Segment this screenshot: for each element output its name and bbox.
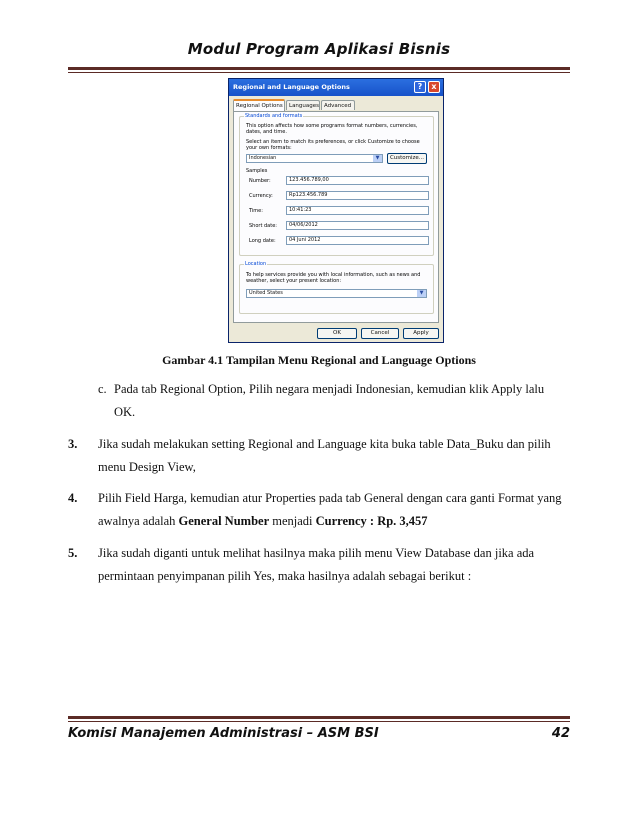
standards-legend: Standards and formats (245, 113, 303, 119)
close-icon[interactable]: x (428, 81, 440, 93)
step-4-number: 4. (68, 491, 78, 505)
dialog-title-bar (229, 79, 443, 96)
standards-desc-2: dates, and time. (246, 129, 287, 135)
location-desc-2: weather, select your present location: (246, 278, 342, 284)
sample-value-currency: Rp123.456.789 (286, 191, 429, 200)
header-rule (68, 67, 570, 70)
sample-label-number: Number: (249, 178, 271, 184)
header-rule-thin (68, 72, 570, 73)
location-legend: Location (245, 261, 267, 267)
help-icon[interactable]: ? (414, 81, 426, 93)
tab-panel (233, 111, 439, 323)
figure-caption: Gambar 4.1 Tampilan Menu Regional and Language Options (162, 353, 476, 367)
step-3-line-2: menu Design View, (98, 460, 196, 474)
footer-text: Komisi Manajemen Administrasi – ASM BSI (68, 726, 379, 741)
sample-value-time: 10:41:23 (286, 206, 429, 215)
sample-value-number: 123.456.789,00 (286, 176, 429, 185)
samples-label: Samples (246, 168, 268, 174)
sample-value-long-date: 04 Juni 2012 (286, 236, 429, 245)
location-desc-1: To help services provide you with local information, such as news and (246, 272, 421, 278)
step-4-text-pre: awalnya adalah (98, 514, 179, 528)
page-number: 42 (551, 726, 570, 741)
cancel-button[interactable]: Cancel (361, 328, 399, 339)
location-group (239, 261, 434, 314)
chevron-down-icon[interactable]: ▼ (373, 155, 382, 162)
step-4-text-mid: menjadi (269, 514, 316, 528)
footer-rule (68, 716, 570, 719)
standards-desc-1: This option affects how some programs format numbers, currencies, (246, 123, 418, 129)
select-desc-1: Select an item to match its preferences, or click Customize to choose (246, 139, 420, 145)
step-5-line-2: permintaan penyimpanan pilih Yes, maka hasilnya adalah sebagai berikut : (98, 569, 472, 583)
tab-advanced[interactable]: Advanced (321, 100, 355, 110)
standards-group (239, 113, 434, 256)
sample-value-short-date: 04/06/2012 (286, 221, 429, 230)
chevron-down-icon[interactable]: ▼ (417, 290, 426, 297)
step-5-number: 5. (68, 546, 78, 560)
ok-button[interactable]: OK (317, 328, 357, 339)
footer-rule-thin (68, 721, 570, 722)
customize-button[interactable]: Customize... (387, 153, 427, 164)
step-3-line-1: Jika sudah melakukan setting Regional and Language kita buka table Data_Buku dan pilih (98, 437, 551, 451)
format-to: Currency : Rp. 3,457 (315, 514, 428, 528)
sample-label-currency: Currency: (249, 193, 273, 199)
select-desc-2: your own formats: (246, 145, 292, 151)
format-select-value: Indonesian (249, 155, 277, 161)
step-3-number: 3. (68, 437, 78, 451)
step-c-line-1: Pada tab Regional Option, Pilih negara menjadi Indonesian, kemudian klik Apply lalu (114, 382, 545, 396)
tab-languages[interactable]: Languages (286, 100, 320, 110)
step-4-line-1: Pilih Field Harga, kemudian atur Properties pada tab General dengan cara ganti Format yang (98, 491, 562, 505)
tab-regional-options[interactable]: Regional Options (233, 99, 285, 111)
sample-label-time: Time: (249, 208, 263, 214)
apply-button[interactable]: Apply (403, 328, 439, 339)
location-select-value: United States (249, 290, 283, 296)
dialog-title: Regional and Language Options (233, 83, 350, 91)
sample-label-long-date: Long date: (249, 238, 276, 244)
step-4-line-2 (98, 513, 428, 530)
step-c-line-2: OK. (114, 405, 136, 419)
step-5-line-1: Jika sudah diganti untuk melihat hasilnya maka pilih menu View Database dan jika ada (98, 546, 535, 560)
location-select[interactable] (246, 289, 427, 298)
regional-language-dialog (228, 78, 444, 343)
format-select[interactable] (246, 154, 383, 163)
sample-label-short-date: Short date: (249, 223, 277, 229)
page-header-title: Modul Program Aplikasi Bisnis (187, 40, 451, 58)
format-from: General Number (178, 514, 270, 528)
step-c-marker: c. (98, 382, 107, 396)
